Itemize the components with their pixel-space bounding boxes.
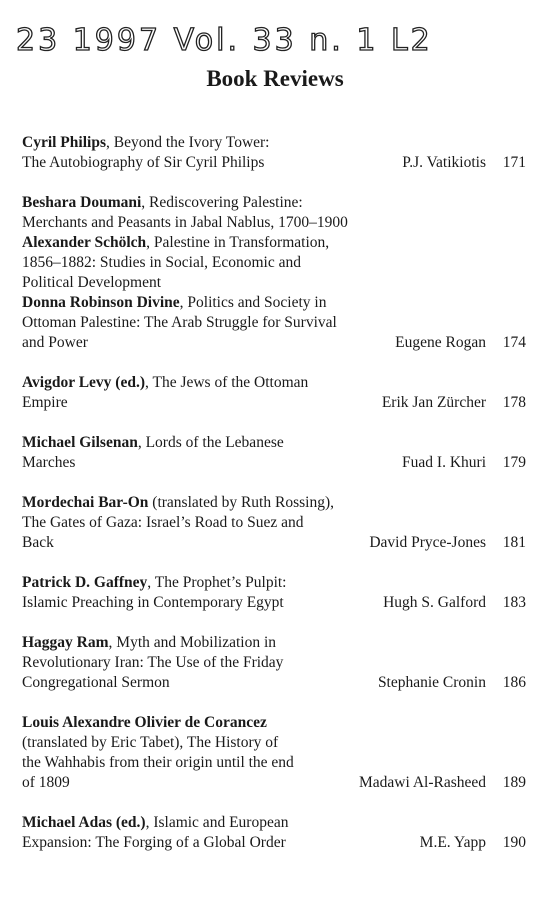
book-title-text: Marches (22, 454, 76, 471)
book-line (22, 273, 372, 293)
reviewer-name: Stephanie Cronin (377, 674, 486, 691)
book-line (22, 493, 372, 513)
handwritten-note-text: 23 1997 Vol. 33 n. 1 L2 (16, 23, 433, 58)
book-title-text: The Autobiography of Sir Cyril Philips (22, 154, 265, 171)
book-line (22, 633, 372, 653)
book-author: Beshara Doumani (22, 194, 142, 211)
book-title-text: Back (22, 534, 54, 551)
book-title-text: , Islamic and European (145, 814, 289, 831)
book-author: Louis Alexandre Olivier de Corancez (22, 714, 267, 731)
book-author: Donna Robinson Divine (22, 294, 180, 311)
review-entry (22, 193, 530, 353)
book-line (22, 373, 372, 393)
book-author: Alexander Schölch (22, 234, 147, 251)
reviewer-name: M.E. Yapp (419, 834, 486, 851)
book-title-text: , Beyond the Ivory Tower: (105, 134, 270, 151)
book-title-text: (translated by Ruth Rossing), (148, 494, 334, 511)
review-entry (22, 133, 530, 173)
book-line (22, 213, 372, 233)
book-title-text: Ottoman Palestine: The Arab Struggle for Survival (22, 314, 337, 331)
book-author: Avigdor Levy (ed.) (22, 374, 145, 391)
review-entry (22, 493, 530, 553)
book-title-text: 1856–1882: Studies in Social, Economic and (22, 254, 301, 271)
reviewer-name: Erik Jan Zürcher (381, 394, 486, 411)
review-entry (22, 713, 530, 793)
book-line (22, 733, 372, 753)
book-line (22, 433, 372, 453)
review-meta (22, 393, 530, 413)
book-title-text: the Wahhabis from their origin until the end (22, 754, 294, 771)
book-title-text: Political Development (22, 274, 162, 291)
book-title-text: , Lords of the Lebanese (137, 434, 284, 451)
book-line (22, 713, 372, 733)
review-list (22, 133, 530, 873)
book-title-text: Revolutionary Iran: The Use of the Friday (22, 654, 284, 671)
book-author: Haggay Ram (22, 634, 109, 651)
book-line (22, 293, 372, 313)
book-author: Patrick D. Gaffney (22, 574, 148, 591)
book-line (22, 573, 372, 593)
book-title-text: and Power (22, 334, 88, 351)
book-title-text: , Politics and Society in (179, 294, 327, 311)
review-meta (22, 773, 530, 793)
reviewer-name: Eugene Rogan (395, 334, 486, 351)
review-entry (22, 573, 530, 613)
book-title-text: Expansion: The Forging of a Global Order (22, 834, 286, 851)
book-line (22, 813, 372, 833)
review-meta (22, 833, 530, 853)
book-title-text: Merchants and Peasants in Jabal Nablus, 1700–1900 (22, 214, 348, 231)
page-number: 178 (502, 394, 526, 411)
book-line (22, 253, 372, 273)
review-meta (22, 673, 530, 693)
page-number: 174 (502, 334, 526, 351)
review-meta (22, 533, 530, 553)
book-title-text: , The Prophet’s Pulpit: (147, 574, 287, 591)
book-line (22, 753, 372, 773)
reviewer-name: Madawi Al-Rasheed (359, 774, 486, 791)
book-author: Cyril Philips (22, 134, 106, 151)
book-line (22, 133, 372, 153)
review-entry (22, 433, 530, 473)
review-entry (22, 633, 530, 693)
review-meta (22, 333, 530, 353)
book-line (22, 313, 372, 333)
book-title-text: Empire (22, 394, 68, 411)
page-number: 183 (502, 594, 526, 611)
book-author: Michael Gilsenan (22, 434, 138, 451)
page-number: 190 (502, 834, 526, 851)
book-title-text: of 1809 (22, 774, 70, 791)
reviewer-name: P.J. Vatikiotis (402, 154, 486, 171)
review-meta (22, 153, 530, 173)
reviewer-name: Fuad I. Khuri (402, 454, 486, 471)
book-line (22, 513, 372, 533)
review-meta (22, 593, 530, 613)
book-title-text: , Rediscovering Palestine: (141, 194, 303, 211)
review-meta (22, 453, 530, 473)
book-title-text: The Gates of Gaza: Israel’s Road to Suez and (22, 514, 304, 531)
book-title-text: Islamic Preaching in Contemporary Egypt (22, 594, 284, 611)
book-author: Mordechai Bar-On (22, 494, 149, 511)
book-line (22, 193, 372, 213)
handwritten-annotation (14, 12, 534, 68)
page-number: 171 (502, 154, 526, 171)
book-title-text: , Palestine in Transformation, (146, 234, 330, 251)
book-author: Michael Adas (ed.) (22, 814, 146, 831)
book-title-text: , Myth and Mobilization in (108, 634, 277, 651)
book-title-text: (translated by Eric Tabet), The History of (22, 734, 279, 751)
page-number: 186 (502, 674, 526, 691)
page-title: Book Reviews (206, 66, 344, 91)
page-number: 189 (502, 774, 526, 791)
book-line (22, 233, 372, 253)
reviewer-name: Hugh S. Galford (383, 594, 486, 611)
page-number: 181 (502, 534, 526, 551)
review-entry (22, 813, 530, 853)
page-number: 179 (502, 454, 526, 471)
book-line (22, 653, 372, 673)
review-entry (22, 373, 530, 413)
reviewer-name: David Pryce-Jones (369, 534, 486, 551)
book-title-text: Congregational Sermon (22, 674, 170, 691)
book-title-text: , The Jews of the Ottoman (145, 374, 309, 391)
